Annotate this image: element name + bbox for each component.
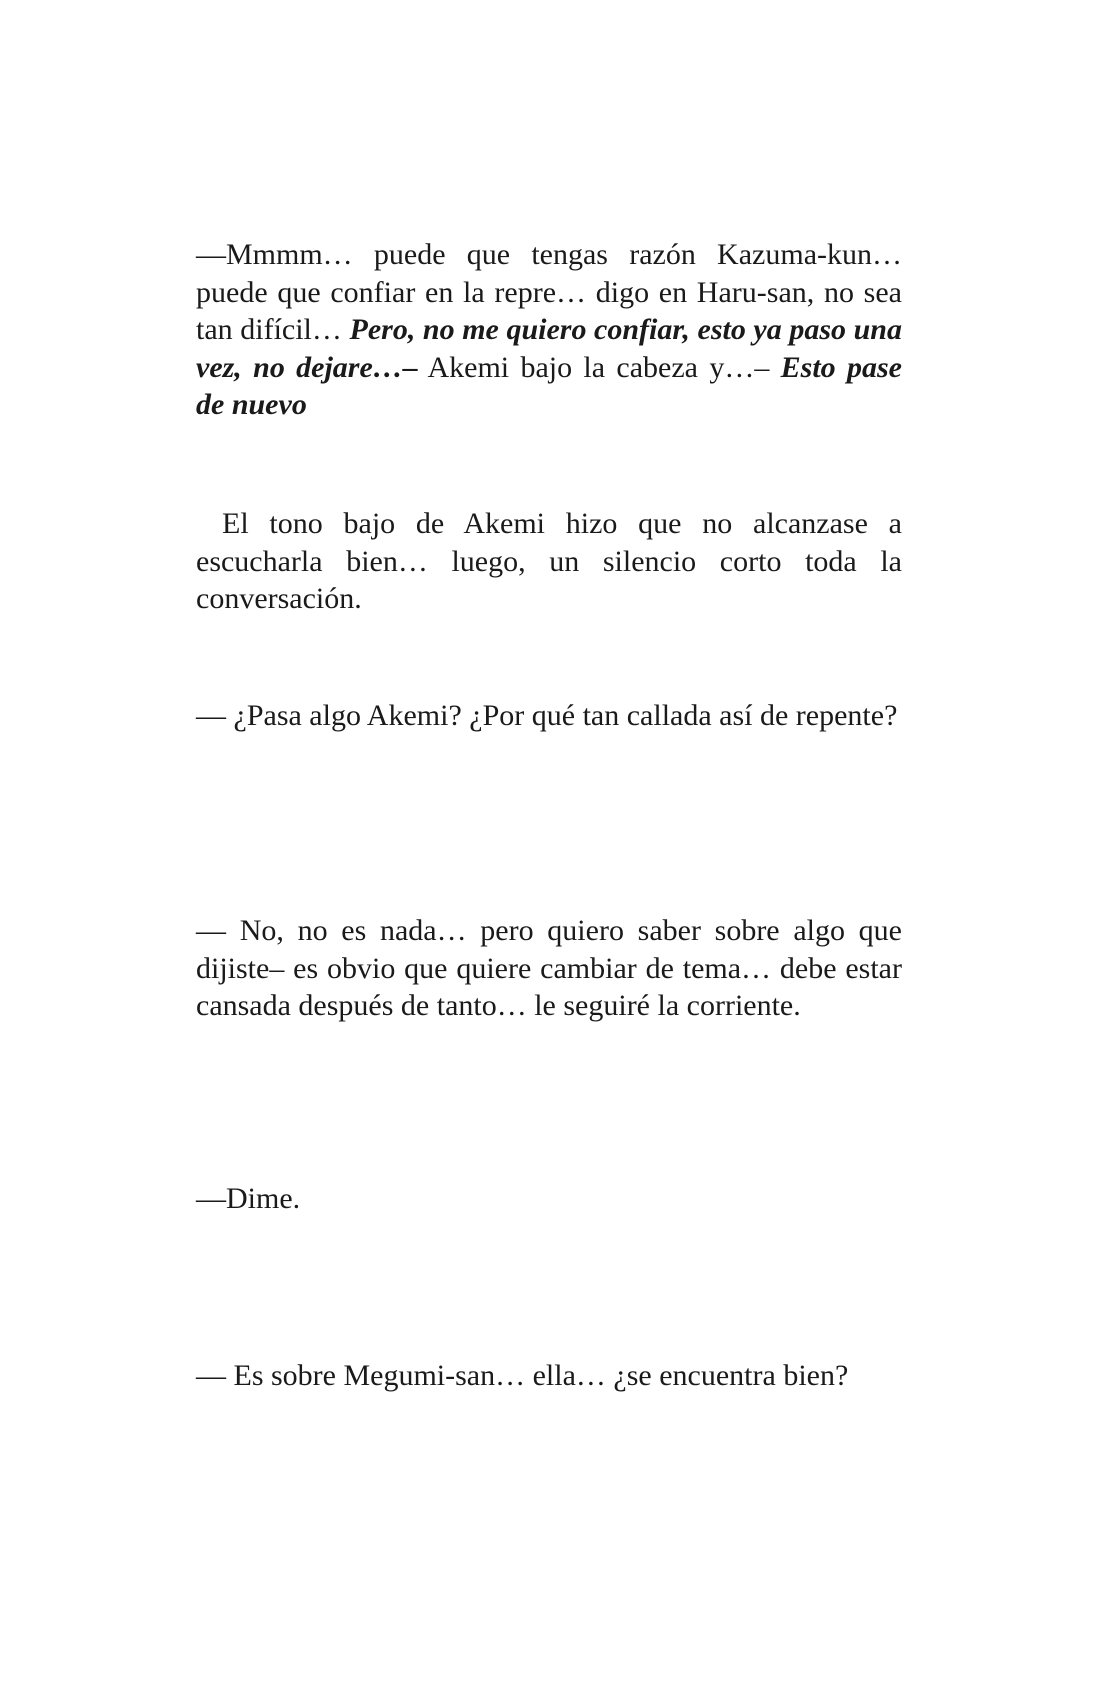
paragraph-5: —Dime. [196,1182,301,1215]
paragraph-3: — ¿Pasa algo Akemi? ¿Por qué tan callada así de repente? [196,699,898,732]
paragraph-1 [196,236,902,424]
paragraph-6: — Es sobre Megumi-san… ella… ¿se encuentra bien? [196,1359,849,1392]
paragraph-1-run-3: Akemi bajo la cabeza y…– [417,350,781,384]
paragraph-2: El tono bajo de Akemi hizo que no alcanzase a escucharla bien… luego, un silencio corto toda la conversación. [196,507,902,615]
paragraph-1-run-1: —Mmmm… puede que tengas razón Kazuma-kun… puede que confiar en la repre… digo en Haru-san, no sea tan difícil… [196,238,902,346]
paragraph-1-run-2-emphasis: Pero, no me quiero confiar, esto ya paso una vez, no dejare…– [196,313,902,384]
paragraph-1-run-4-emphasis: Esto pase de nuevo [196,350,902,421]
paragraph-4: — No, no es nada… pero quiero saber sobre algo que dijiste– es obvio que quiere cambiar de tema… debe estar cansada después de tanto… le seguiré la corriente. [196,914,902,1022]
